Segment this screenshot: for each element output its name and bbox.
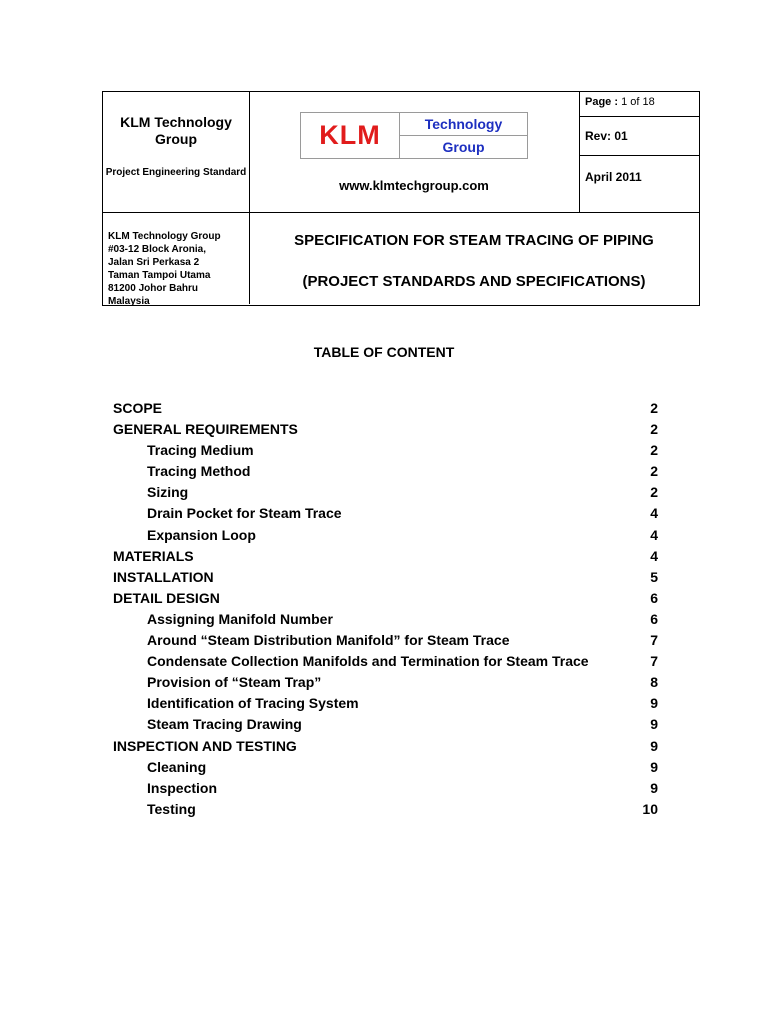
toc-entry-label: Cleaning	[147, 758, 207, 775]
toc-entry-page: 4	[650, 547, 658, 564]
toc-heading: TABLE OF CONTENT	[313, 344, 455, 360]
toc-entry-label: Drain Pocket for Steam Trace	[147, 505, 342, 522]
toc-entry-label: SCOPE	[113, 400, 163, 416]
toc-entry-page: 8	[650, 674, 658, 691]
toc-entry[interactable]	[113, 609, 658, 630]
header-divider	[579, 116, 699, 117]
address-line: Jalan Sri Perkasa 2	[108, 257, 200, 268]
toc-entry-page: 7	[650, 632, 658, 649]
document-subtitle: (PROJECT STANDARDS AND SPECIFICATIONS)	[302, 273, 646, 290]
logo-group: Group	[442, 139, 485, 155]
toc-entry-label: GENERAL REQUIREMENTS	[113, 421, 298, 438]
toc-entry-label: INSTALLATION	[113, 568, 214, 585]
toc-entry-label: Testing	[147, 800, 196, 817]
toc-entry-page: 9	[650, 737, 658, 754]
toc-entry-label: Inspection	[147, 779, 218, 796]
toc-entry-page: 9	[650, 758, 658, 775]
standard-label: Project Engineering Standard	[105, 167, 247, 178]
toc-entry[interactable]	[113, 714, 658, 735]
table-of-contents	[113, 398, 658, 820]
page-number	[585, 96, 655, 108]
page-label: Page :	[585, 96, 619, 108]
logo-technology: Technology	[424, 116, 503, 132]
document-title: SPECIFICATION FOR STEAM TRACING OF PIPING	[294, 232, 654, 249]
toc-entry[interactable]	[113, 630, 658, 651]
toc-entry-label: Identification of Tracing System	[147, 695, 359, 712]
toc-entry-page: 6	[650, 589, 658, 606]
toc-entry-page: 9	[650, 695, 658, 712]
toc-entry[interactable]	[113, 651, 658, 672]
header-divider	[579, 92, 580, 212]
toc-entry-page: 4	[650, 526, 658, 543]
toc-entry-label: Around “Steam Distribution Manifold” for Steam Trace	[147, 632, 510, 649]
toc-entry[interactable]	[113, 419, 658, 440]
toc-entry-page: 2	[650, 421, 658, 438]
header-table	[102, 91, 700, 306]
toc-entry[interactable]	[113, 778, 658, 799]
toc-entry-label: Condensate Collection Manifolds and Termination for Steam Trace	[147, 653, 589, 670]
toc-entry-label: Provision of “Steam Trap”	[147, 674, 322, 691]
address-line: Taman Tampoi Utama	[108, 270, 211, 281]
address-line: KLM Technology Group	[108, 231, 221, 242]
toc-entry-label: Sizing	[147, 484, 189, 501]
toc-entry[interactable]	[113, 461, 658, 482]
toc-entry-label: Assigning Manifold Number	[147, 610, 333, 627]
toc-entry[interactable]	[113, 546, 658, 567]
toc-entry-page: 2	[650, 463, 658, 480]
address-line: 81200 Johor Bahru	[108, 283, 199, 294]
toc-entry-page: 9	[650, 779, 658, 796]
toc-entry-page: 9	[650, 716, 658, 733]
toc-entry-label: Tracing Medium	[147, 442, 254, 459]
toc-entry[interactable]	[113, 757, 658, 778]
toc-entry-label: Steam Tracing Drawing	[147, 716, 302, 733]
toc-entry[interactable]	[113, 567, 658, 588]
toc-entry[interactable]	[113, 525, 658, 546]
toc-entry[interactable]	[113, 799, 658, 820]
toc-entry-label: INSPECTION AND TESTING	[113, 737, 297, 754]
toc-entry-label: Expansion Loop	[147, 526, 256, 543]
company-logo	[300, 112, 528, 159]
toc-entry-page: 2	[650, 400, 658, 416]
toc-entry[interactable]	[113, 588, 658, 609]
company-address	[108, 230, 248, 308]
logo-klm: KLM	[319, 120, 381, 150]
toc-entry[interactable]	[113, 440, 658, 461]
toc-entry-page: 2	[650, 484, 658, 501]
toc-entry-label: Tracing Method	[147, 463, 251, 480]
address-line: #03-12 Block Aronia,	[108, 244, 207, 255]
website-link[interactable]: www.klmtechgroup.com	[339, 178, 489, 193]
company-name: KLM Technology Group	[120, 114, 232, 147]
toc-entry-label: MATERIALS	[113, 547, 194, 564]
toc-entry[interactable]	[113, 398, 658, 419]
toc-entry[interactable]	[113, 672, 658, 693]
toc-entry-page: 6	[650, 610, 658, 627]
address-line: Malaysia	[108, 296, 150, 307]
toc-entry-page: 5	[650, 568, 658, 585]
issue-date: April 2011	[585, 170, 642, 184]
toc-entry-page: 4	[650, 505, 658, 522]
header-divider	[579, 155, 699, 156]
toc-entry[interactable]	[113, 736, 658, 757]
header-divider	[103, 212, 699, 213]
toc-entry[interactable]	[113, 693, 658, 714]
toc-entry[interactable]	[113, 482, 658, 503]
toc-entry-label: DETAIL DESIGN	[113, 589, 220, 606]
revision: Rev: 01	[585, 129, 628, 143]
toc-entry-page: 7	[650, 653, 658, 670]
toc-entry[interactable]	[113, 503, 658, 524]
toc-entry-page: 2	[650, 442, 658, 459]
toc-entry-page: 10	[642, 800, 658, 817]
page-value: 1 of 18	[621, 96, 655, 108]
